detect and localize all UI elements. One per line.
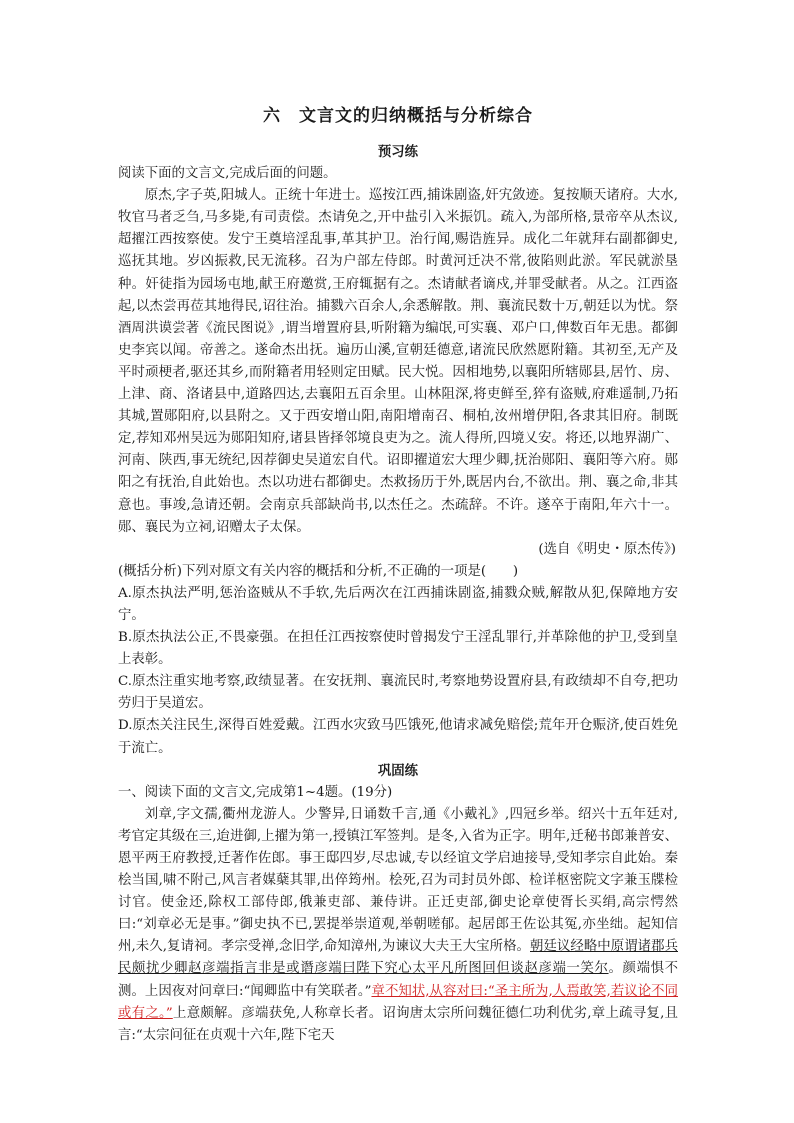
option-c: C.原杰注重实地考察,政绩显著。在安抚荆、襄流民时,考察地势设置府县,有政绩却不自夸,把功劳归于吴道宏。: [118, 674, 678, 712]
underlined-sentence: 朝廷议经略中原谓诸郡兵民颇扰少卿赵彦端指言非是或谮彦端曰陛下究心太平凡所图回但谈赵彦端一笑尔: [118, 939, 678, 977]
passage-main-text: 刘章,字文孺,衢州龙游人。少警异,日诵数千言,通《小戴礼》,四冠乡举。绍兴十五年廷对,考官定其级在三,迨进御,上擢为第一,授镇江军签判。是冬,入省为正字。明年,迁秘书郎兼普安、恩平两王府教授,迁著作佐郎。事王邸四岁,尽忠诚,专以经谊文学启迪接导,受知孝宗自此始。秦桧当国,啸不附己,风言者媒蘖其罪,出倅筠州。桧死,召为司封员外郎、检详枢密院文字兼玉牒检讨官。使金还,除权工部侍郎,俄兼吏部、兼侍讲。正迁吏部,御史论章使胥长买绢,高宗愕然曰:“刘章必无是事。”御史执不已,罢提举崇道观,举朝嗟郁。起居郎王佐讼其冤,亦坐绌。起知信州,未久,复请祠。孝宗受禅,念旧学,命知漳州,为谏议大夫王大宝所格。: [118, 806, 678, 955]
page-title: 六 文言文的归纳概括与分析综合: [263, 106, 533, 126]
consolidate-intro: 一、阅读下面的文言文,完成第1~4题。(19分): [118, 784, 393, 800]
option-a: A.原杰执法严明,惩治盗贼从不手软,先后两次在江西捕诛剧盗,捕戮众贼,解散从犯,保障地方安宁。: [118, 585, 678, 623]
passage-tail: 上意颇解。彦端获免,人称章长者。诏询唐太宗所问魏征德仁功利优劣,章上疏寻复,且言:“太宗问征在贞观十六年,陛下宅天: [118, 1005, 678, 1043]
option-d: D.原杰关注民生,深得百姓爱戴。江西水灾致马匹饿死,他请求减免赔偿;荒年开仓赈济,使百姓免于流亡。: [118, 718, 678, 756]
preview-passage: 原杰,字子英,阳城人。正统十年进士。巡按江西,捕诛剧盗,奸宄敛迹。复按顺天诸府。大水,牧官马者乏刍,马多毙,有司责偿。杰请免之,开中盐引入米振饥。疏入,为部所格,景帝卒从杰议,超擢江西按察使。发宁王奠培淫乱事,革其护卫。治行闻,赐诰旌异。成化二年就拜右副都御史,巡抚其地。岁凶振救,民无流移。召为户部左侍郎。时黄河迁决不常,彼陷则此淤。军民就淤垦种。奸徒指为园场屯地,献王府邀赏,王府辄据有之。杰请献者谪戍,并罪受献者。从之。江西盗起,以杰尝再莅其地得民,诏往治。捕戮六百余人,余悉解散。荆、襄流民数十万,朝廷以为忧。祭酒周洪谟尝著《流民图说》,谓当增置府县,听附籍为编氓,可实襄、邓户口,俾数百年无患。都御史李宾以闻。帝善之。遂命杰出抚。遍历山溪,宣朝廷德意,诸流民欣然愿附籍。其初至,无产及平时顽梗者,驱还其乡,而附籍者用轻则定田赋。民大悦。因相地势,以襄阳所辖郧县,居竹、房、上津、商、洛诸县中,道路四达,去襄阳五百余里。山林阻深,将吏鲜至,猝有盗贼,府难遥制,乃拓其城,置郧阳府,以县附之。又于西安增山阳,南阳增南召、桐柏,汝州增伊阳,各隶其旧府。制既定,荐知邓州吴远为郧阳知府,诸县皆择邻境良吏为之。流人得所,四境乂安。将还,以地界湖广、河南、陕西,事无统纪,因荐御史吴道宏自代。诏即擢道宏大理少卿,抚治郧阳、襄阳等六府。郧阳之有抚治,自此始也。杰以功进右都御史。杰救扬历于外,既居内台,不欲出。荆、襄之命,非其意也。事竣,急请还朝。会南京兵部缺尚书,以杰任之。杰疏辞。不许。遂卒于南阳,年六十一。郧、襄民为立祠,诏赠太子太保。: [118, 188, 678, 535]
consolidate-passage: [118, 804, 678, 1047]
passage-continuation: 。颜端惧不测。上因夜对问章曰:“闻卿监中有笑联者。”: [118, 961, 678, 999]
preview-intro: 阅读下面的文言文,完成后面的问题。: [118, 166, 337, 182]
section-heading-preview: 预习练: [377, 144, 419, 160]
question-stem: (概括分析)下列对原文有关内容的概括和分析,不正确的一项是( ): [118, 563, 519, 579]
passage-source: (选自《明史・原杰传》): [538, 541, 676, 557]
option-b: B.原杰执法公正,不畏豪强。在担任江西按察使时曾揭发宁王淫乱罪行,并革除他的护卫,受到皇上表彰。: [118, 630, 678, 668]
red-highlighted-sentence: 章不知状,从容对曰:“圣主所为,人焉敢笑,若议论不同或有之。”: [118, 983, 678, 1021]
section-heading-consolidate: 巩固练: [377, 762, 419, 779]
document-page: [118, 104, 678, 1047]
